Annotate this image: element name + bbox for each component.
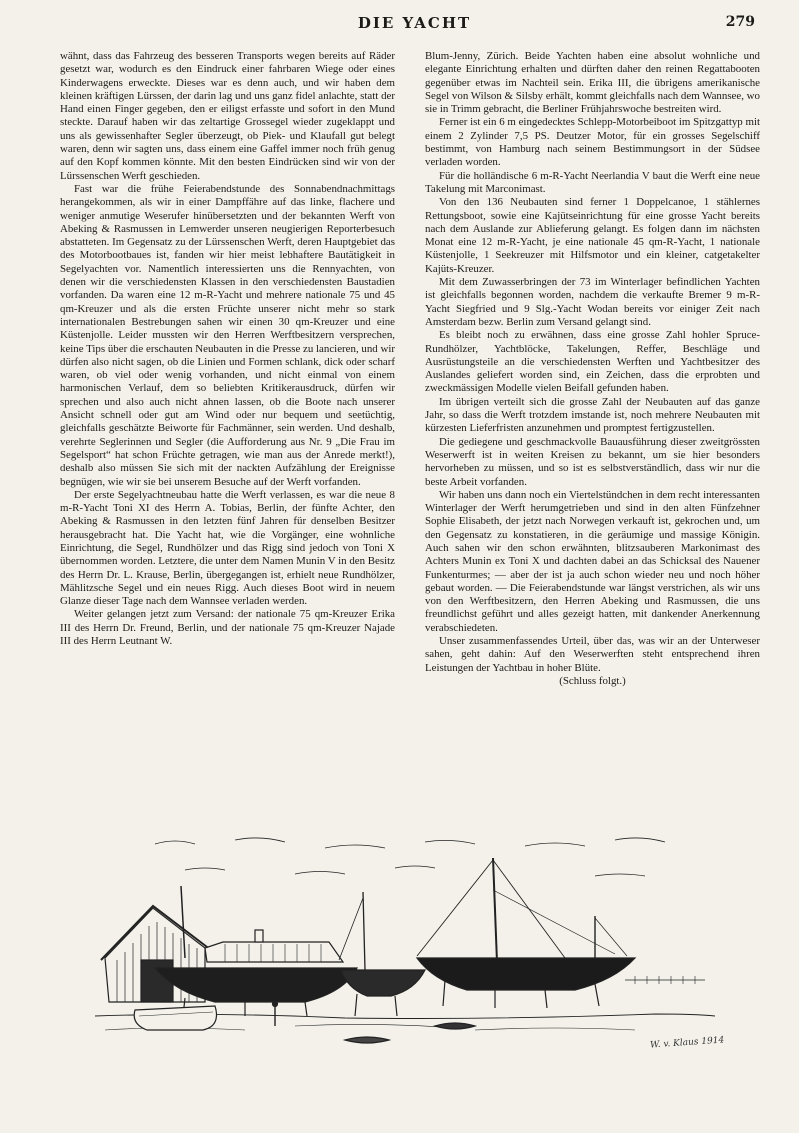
- artist-signature: W. v. Klaus 1914: [649, 1035, 725, 1051]
- paragraph: Im übrigen verteilt sich die grosse Zahl der Neubauten auf das ganze Jahr, so dass die Werft trotzdem imstande ist, noch mehrere Neubauten mit kürzesten Lieferfristen anzunehmen und promptest fertigzustellen.: [425, 395, 760, 435]
- left-text-column: [60, 50, 395, 648]
- paragraph: Unser zusammenfassendes Urteil, über das, was wir an der Unterweser sahen, geht dahin: Auf den Weserwerften steht entsprechend ihren Leistungen der Yachtbau in hoher Blüte.: [425, 635, 760, 674]
- paragraph: Für die holländische 6 m-R-Yacht Neerlandia V baut die Werft eine neue Takelung mit Marconimast.: [425, 169, 760, 195]
- paragraph: Fast war die frühe Feierabendstunde des Sonnabendnachmittags herangekommen, als wir in einer Dampffähre auf das linke, flachere und weniger anmutige Weserufer hinübersetzten und der bekannten Werft von Abeking & Rasmussen in Lemwerder unseren neugierigen Reporterbesuch abstatteten. Im Gegensatz zu der Lürssenschen Werft, deren Hauptgebiet das des Motorbootbaues ist, fanden wir hier meist lebhaftere Bautätigkeit in Segelyachten vor. Namentlich interessierten uns die Rennyachten, von denen wir die verschiedensten Klassen in den verschiedensten Baustadien vorfanden. Da waren eine 12 m-R-Yacht und mehrere nationale 75 und 45 qm-Kreuzer und als die ersten Früchte unserer nicht mehr so stark internationalen Bestrebungen sahen wir einen 30 qm-Kreuzer und eine Küstenjolle. Leider mussten wir den Herren Werftbesitzern versprechen, keine Tips über die erschauten Neubauten in die Presse zu lancieren, und wir dürfen also nicht sagen, ob die Linien und Formen schlank, dick oder scharf waren, ob viel oder wenig vorhanden, und nicht einmal von einem harmonischen Verlauf, dem so beliebten Kritikerausdruck, dürfen wir sprechen und also auch nicht ahnen lassen, ob die Boote nach unserer Ansicht schnell oder gut am Wind oder nur bequem und seetüchtig, gleichfalls geschätzte Beiworte für Fachmänner, sein werden. Und deshalb, verehrte Seglerinnen und Segler (die Aufforderung aus Nr. 9 „Die Frau im Segelsport“ hat schon Früchte getragen, wie man aus der Anrede merkt!), deshalb also müssen Sie sich mit der nackten Aufzählung der Ereignisse begnügen, wie wir sie bei unserem Besuche auf der Werft vorfanden.: [60, 182, 395, 488]
- right-text-column: [425, 50, 760, 688]
- page-number: 279: [725, 14, 755, 30]
- magazine-title: DIE YACHT: [357, 14, 472, 32]
- continuation-note: (Schluss folgt.): [559, 674, 626, 687]
- paragraph: Es bleibt noch zu erwähnen, dass eine grosse Zahl hohler Spruce-Rundhölzer, Yachtblöcke, Takelungen, Reffer, Beschläge und Ausrüstungsteile an die verschiedensten Werften und Yachtbesitzer des Auslandes geliefert worden sind, ein Zeichen, dass die erprobten und zweckmässigen Modelle vielen Beifall gefunden haben.: [425, 329, 760, 395]
- paragraph: Von den 136 Neubauten sind ferner 1 Doppelcanoe, 1 stählernes Rettungsboot, sowie eine Kajütseinrichtung für eine grosse Yacht bereits nach dem Auslande zur Ablieferung gelangt. Es folgen dann im nächsten Monat eine 12 m-R-Yacht, je eine nationale 45 qm-R-Yacht, 1 nationale Küstenjolle, 1 Seekreuzer mit Hilfsmotor und ein kleiner, catgetakelter Kajüts-Kreuzer.: [425, 196, 760, 275]
- paragraph: Mit dem Zuwasserbringen der 73 im Winterlager befindlichen Yachten ist gleichfalls begonnen worden, nachdem die verkaufte Bremer 9 m-R-Yacht Siegfried und 9 Slg.-Yacht Wodan bereits vor einiger Zeit nach Amsterdam bezw. Berlin zum Versand gelangt sind.: [425, 276, 760, 328]
- paragraph: Der erste Segelyachtneubau hatte die Werft verlassen, es war die neue 8 m-R-Yacht Toni XI des Herrn A. Tobias, Berlin, der fünfte Achter, den Abeking & Rasmussen in den letzten fünf Jahren für denselben Besitzer herausgebracht hat. Die Yacht hat, wie die Vorgänger, eine wohnliche Einrichtung, die Segel, Rundhölzer und das Rigg sind jedoch von Toni X übernommen worden. Letztere, die unter dem Namen Munin V in den Besitz des Herrn Dr. L. Krause, Berlin, übergegangen ist, erhielt neue Rundhölzer, Mählitzsche Segel und ein neues Rigg. Auch dieses Boot wird in neuem Glanze dieser Tage nach dem Wannsee verladen werden.: [60, 488, 395, 608]
- paragraph: Ferner ist ein 6 m eingedecktes Schlepp-Motorbeiboot im Spitzgattyp mit einem 2 Zylinder 7,5 PS. Deutzer Motor, für ein grosses Segelschiff bestimmt, von Hamburg nach seinem Bestimmungsort in der Südsee verladen worden.: [425, 116, 760, 169]
- paragraph: Wir haben uns dann noch ein Viertelstündchen in dem recht interessanten Winterlager der Werft herumgetrieben und sind in den alten Fünfzehner Sophie Elisabeth, der jetzt nach Norwegen verkauft ist, gekrochen und, um den Gegensatz zu konstatieren, in die geräumige und massige Königin. Auch sahen wir den schon erwähnten, blitzsauberen Markonimast des Achters Munin ex Toni X und dachten dabei an das Schicksal des Nauener Funkenturmes; — aber der ist ja auch schon wieder neu und noch höher gebaut worden. — Die Feierabendstunde war längst verstrichen, als wir uns von den Werftbesitzern, den Herren Abeking und Rasmussen, die uns freundlichst geführt und alles gezeigt hatten, mit dankender Anerkennung verabschiedeten.: [425, 488, 760, 634]
- paragraph: Weiter gelangen jetzt zum Versand: der nationale 75 qm-Kreuzer Erika III des Herrn Dr. Freund, Berlin, und der nationale 75 qm-Kreuzer Najade III des Herrn Leutnant W.: [60, 608, 395, 648]
- paragraph: wähnt, dass das Fahrzeug des besseren Transports wegen bereits auf Räder gesetzt war, wodurch es den Eindruck einer fahrbaren Wiege oder eines Kinderwagens erweckte. Dieses war es denn auch, und wir haben dem kleinen kräftigen Lürssen, der darin lag und uns ganz fidel anlachte, statt der Hand einen Finger gegeben, den er eiligst erfasste und sofort in den Mund steckte. Darauf haben wir das zeltartige Grossegel wieder zugeklappt und uns als gewissenhafter Segler überzeugt, ob Piek- und Klaufall gut belegt waren, denn wir sagten uns, dass einem eine Gaffel immer noch früh genug auf den Kopf kommen könnte. Mit den besten Eindrücken sind wir von der Lürssenschen Werft geschieden.: [60, 50, 395, 182]
- shipyard-illustration: [95, 830, 715, 1070]
- paragraph: Die gediegene und geschmackvolle Bauausführung dieser zweitgrössten Weserwerft ist in weiten Kreisen zu bekannt, um sie hier besonders hervorheben zu müssen, und so ist es selbstverständlich, dass wir nur die beste Arbeit vorfanden.: [425, 435, 760, 488]
- running-header: [60, 12, 769, 38]
- paragraph: Blum-Jenny, Zürich. Beide Yachten haben eine absolut wohnliche und elegante Einrichtung erhalten und dürften daher den reinen Regattabooten gegenüber etwas im Nachteil sein. Erika III, die übrigens amerikanische Segel von Wilson & Silsby erhält, kommt gleichfalls nach dem Wannsee, wo sie in Trimm gebracht, die Berliner Frühjahrswoche bestreiten wird.: [425, 50, 760, 116]
- pen-sketch: [95, 838, 715, 1043]
